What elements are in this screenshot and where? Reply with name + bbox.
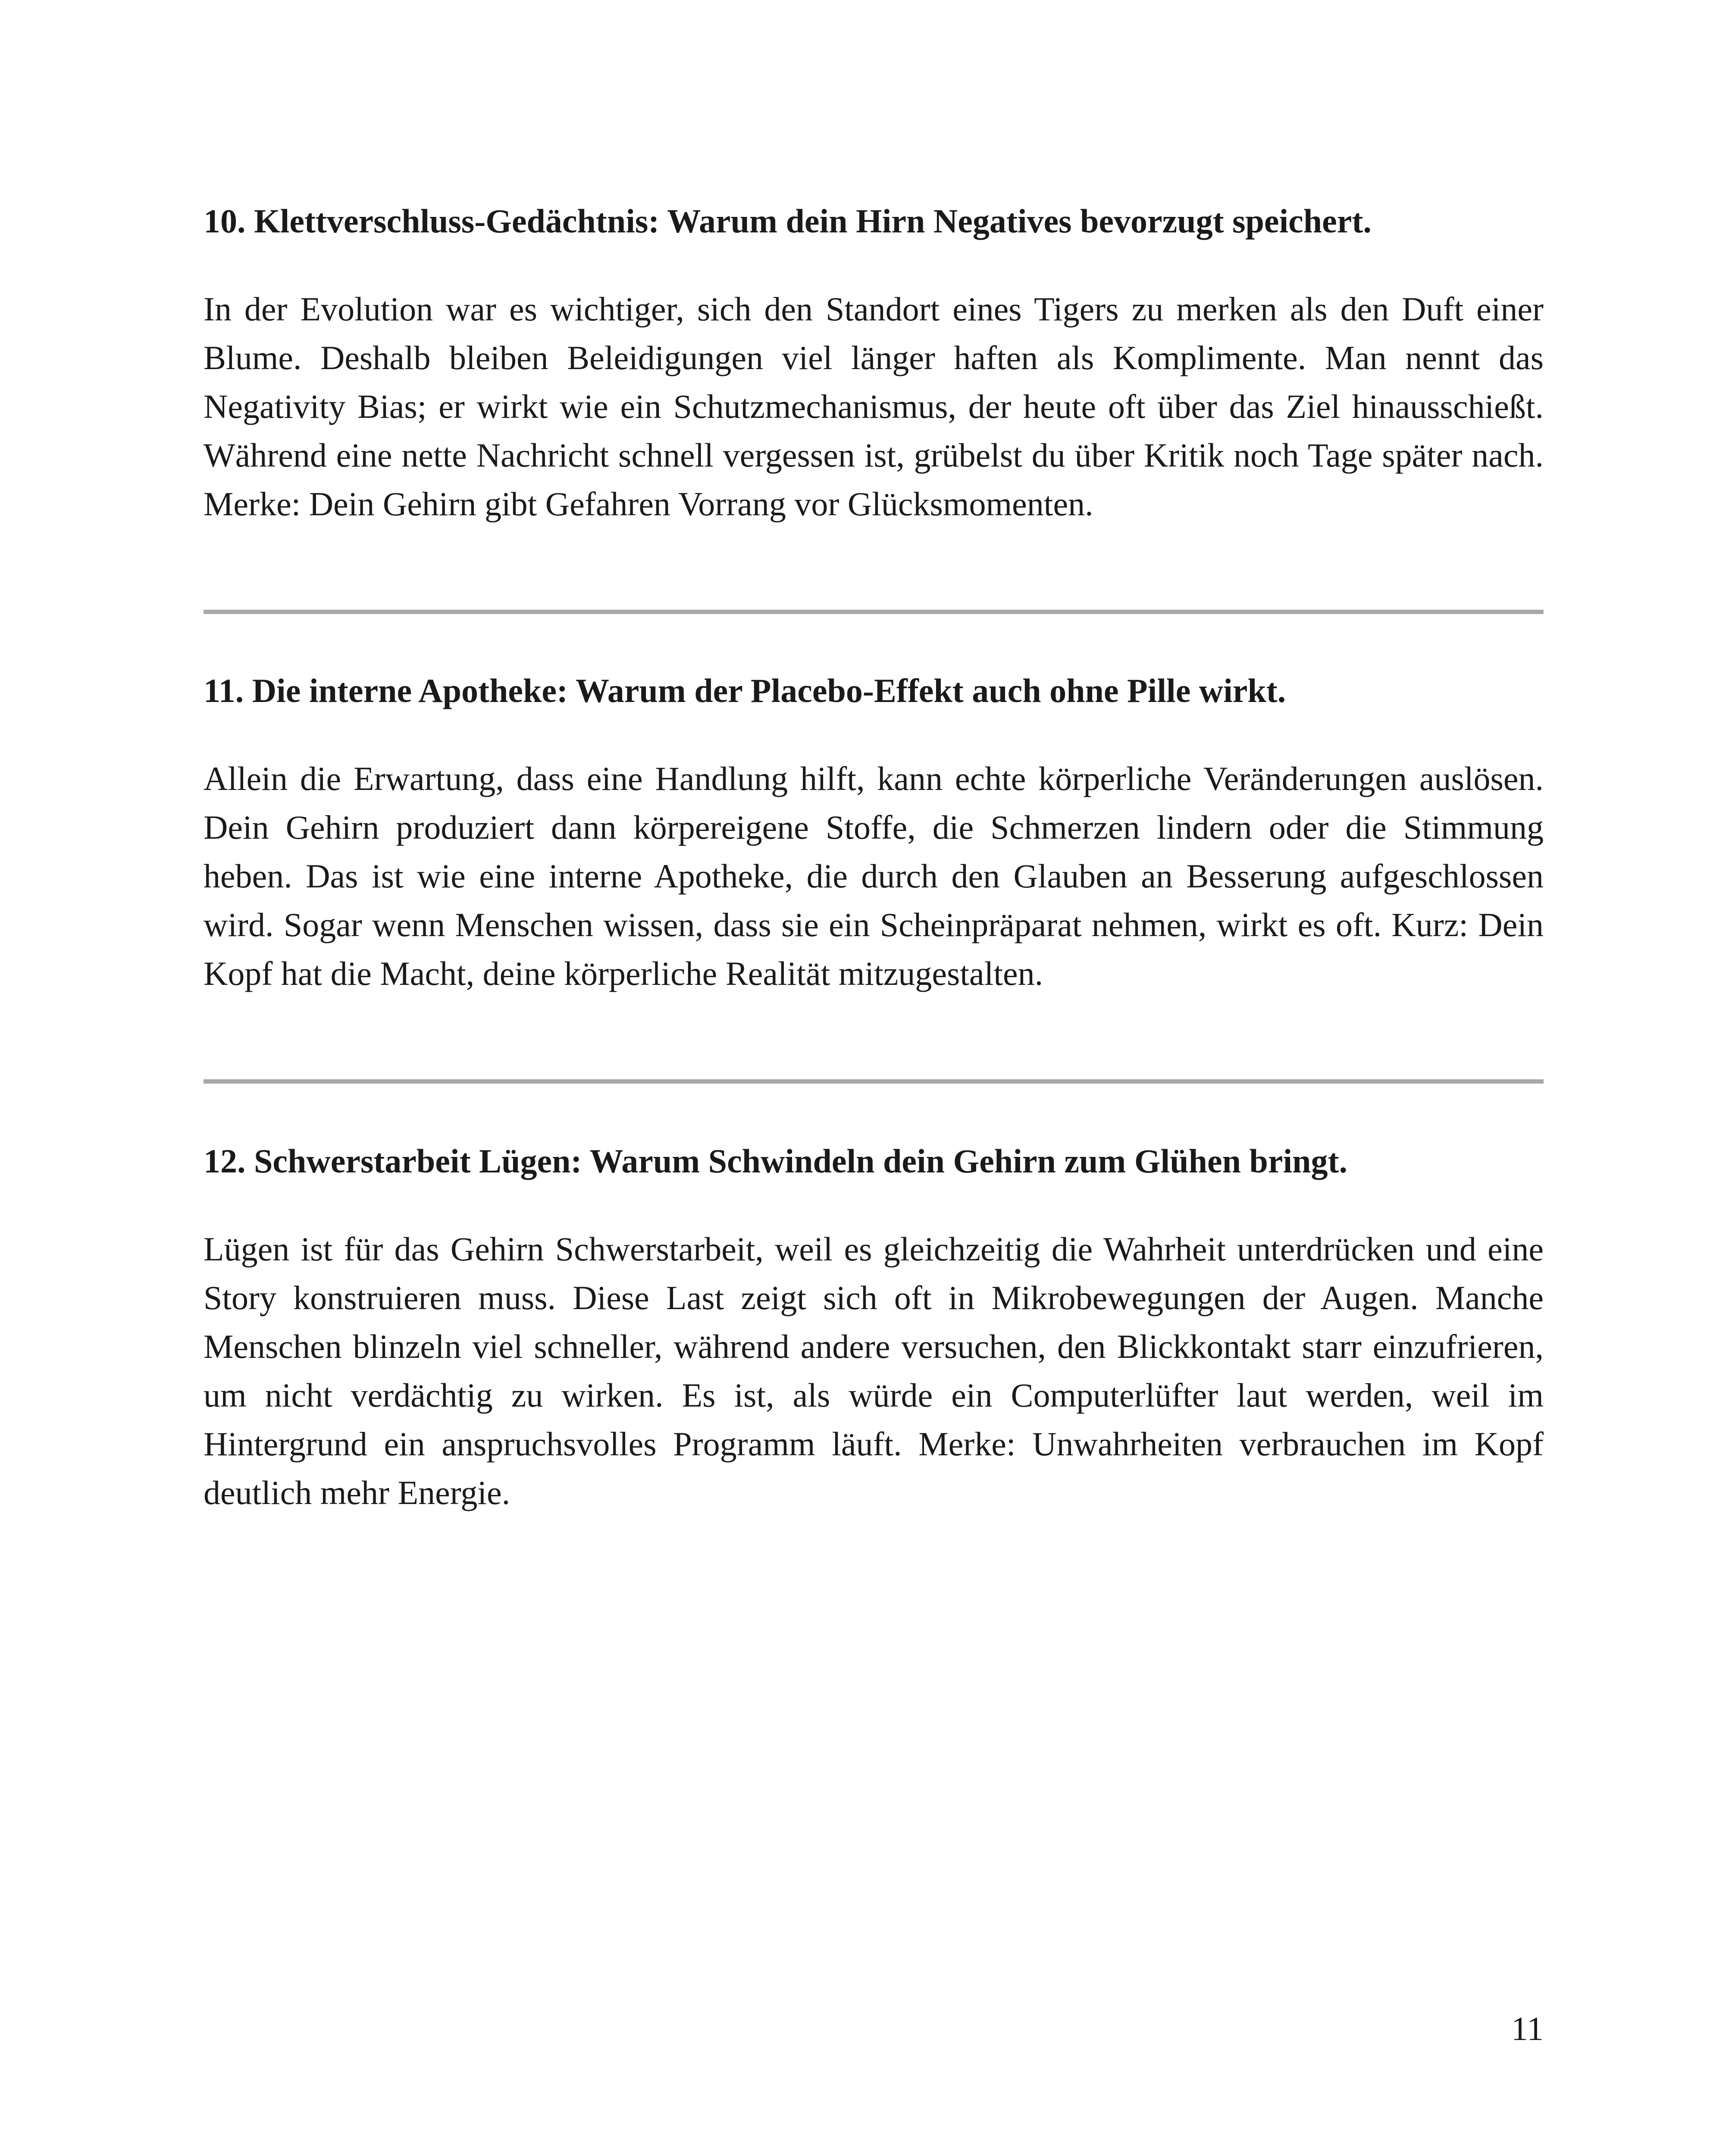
section-divider: [204, 610, 1544, 614]
section-11: [204, 667, 1544, 998]
section-10: [204, 197, 1544, 528]
section-heading: 12. Schwerstarbeit Lügen: Warum Schwindeln dein Gehirn zum Glühen bringt.: [204, 1142, 1347, 1180]
section-heading: 11. Die interne Apotheke: Warum der Placebo-Effekt auch ohne Pille wirkt.: [204, 672, 1286, 709]
section-body: Lügen ist für das Gehirn Schwerstarbeit, weil es gleichzeitig die Wahrheit unterdrücken und eine Story konstruieren muss. Diese Last zeigt sich oft in Mikrobewegungen der Augen. Manche Menschen blinzeln viel schneller, während andere versuchen, den Blickkontakt starr einzufrieren, um nicht verdächtig zu wirken. Es ist, als würde ein Computerlüfter laut werden, weil im Hintergrund ein anspruchsvolles Programm läuft. Merke: Unwahrheiten verbrauchen im Kopf deutlich mehr Energie.: [204, 1230, 1544, 1511]
page-number: 11: [1511, 2010, 1544, 2047]
section-divider: [204, 1079, 1544, 1084]
section-body: Allein die Erwartung, dass eine Handlung hilft, kann echte körperliche Veränderungen auslösen. Dein Gehirn produziert dann körpereigene Stoffe, die Schmerzen lindern oder die Stimmung heben. Das ist wie eine interne Apotheke, die durch den Glauben an Besserung aufgeschlossen wird. Sogar wenn Menschen wissen, dass sie ein Scheinpräparat nehmen, wirkt es oft. Kurz: Dein Kopf hat die Macht, deine körperliche Realität mitzugestalten.: [204, 760, 1544, 992]
section-12: [204, 1138, 1544, 1517]
section-body: In der Evolution war es wichtiger, sich den Standort eines Tigers zu merken als den Duft einer Blume. Deshalb bleiben Beleidigungen viel länger haften als Komplimente. Man nennt das Negativity Bias; er wirkt wie ein Schutzmechanismus, der heute oft über das Ziel hinausschießt. Während eine nette Nachricht schnell vergessen ist, grübelst du über Kritik noch Tage später nach. Merke: Dein Gehirn gibt Gefahren Vorrang vor Glücksmomenten.: [204, 290, 1544, 523]
section-heading: 10. Klettverschluss-Gedächtnis: Warum dein Hirn Negatives bevorzugt speichert.: [204, 202, 1372, 240]
